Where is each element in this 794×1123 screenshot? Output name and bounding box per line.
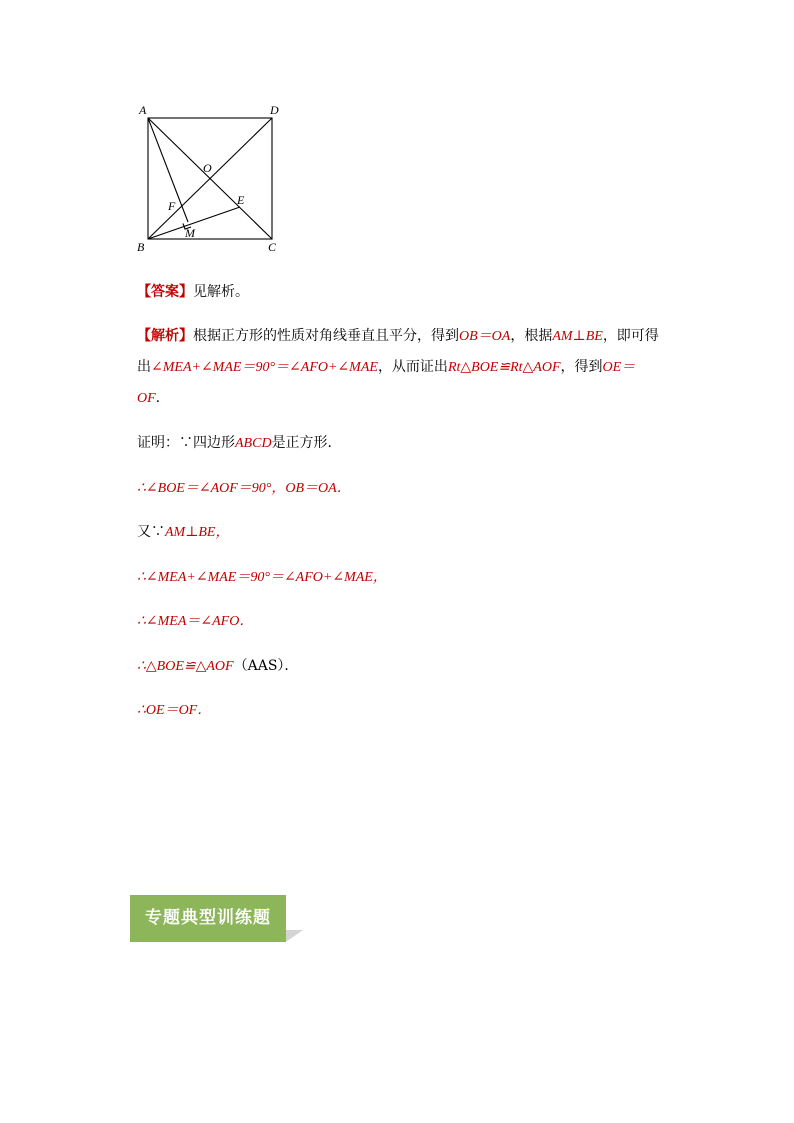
answer-line (137, 282, 249, 302)
label-a: A (139, 103, 147, 117)
analysis-tag: 【解析】 (137, 328, 193, 344)
proof-line-2 (137, 478, 351, 499)
proof-line-7 (137, 700, 211, 721)
proof-line-4 (137, 567, 387, 588)
proof-line-3 (137, 522, 229, 543)
analysis-expr: OB＝OA (459, 329, 511, 344)
label-e: E (237, 193, 245, 207)
geometry-figure (130, 100, 300, 260)
proof-expr: ABCD (235, 436, 272, 451)
analysis-expr: OE＝ (602, 360, 636, 375)
proof-expr: ∴∠MEA＝∠AFO． (137, 614, 254, 629)
analysis-text: 出 (137, 359, 151, 375)
proof-text: 又∵ (137, 524, 165, 540)
analysis-text: . (155, 390, 161, 406)
proof-expr: ∴∠MEA+∠MAE＝90°＝∠AFO+∠MAE， (137, 570, 387, 585)
proof-text: 是正方形． (271, 435, 342, 451)
proof-expr: ∴∠BOE＝∠AOF＝90°，OB＝OA． (137, 481, 351, 496)
analysis-line-3 (137, 388, 160, 409)
answer-tag: 【答案】 (137, 284, 193, 300)
label-c: C (268, 240, 277, 254)
proof-line-1 (137, 433, 342, 454)
proof-line-5 (137, 611, 253, 632)
section-banner-title: 专题典型训练题 (145, 908, 271, 928)
label-f: F (168, 199, 176, 213)
label-d: D (270, 103, 279, 117)
analysis-text: ，即可得 (602, 328, 659, 344)
proof-expr: ∴△BOE≌△AOF (137, 659, 234, 674)
answer-text: 见解析。 (193, 284, 249, 300)
analysis-line-1 (137, 326, 659, 347)
analysis-text: ，得到 (560, 359, 603, 375)
label-b: B (137, 240, 145, 254)
proof-line-6 (137, 656, 298, 677)
proof-expr: ∴OE＝OF． (137, 703, 212, 718)
proof-text: 证明：∵四边形 (137, 435, 235, 451)
analysis-text: 根据正方形的性质对角线垂直且平分，得到 (193, 328, 459, 344)
analysis-expr: Rt△BOE≌Rt△AOF (447, 360, 561, 375)
analysis-expr: OF (137, 391, 156, 406)
label-o: O (203, 161, 212, 175)
analysis-expr: AM⊥BE (552, 329, 603, 344)
square-diagram (130, 100, 300, 260)
proof-expr: AM⊥BE， (165, 525, 230, 540)
analysis-text: ，从而证出 (377, 359, 448, 375)
label-m: M (185, 226, 195, 240)
analysis-text: ，根据 (510, 328, 553, 344)
analysis-line-2 (137, 357, 635, 378)
section-banner (130, 895, 286, 942)
analysis-expr: ∠MEA+∠MAE＝90°＝∠AFO+∠MAE (151, 360, 378, 375)
proof-text: （AAS）． (233, 658, 299, 674)
